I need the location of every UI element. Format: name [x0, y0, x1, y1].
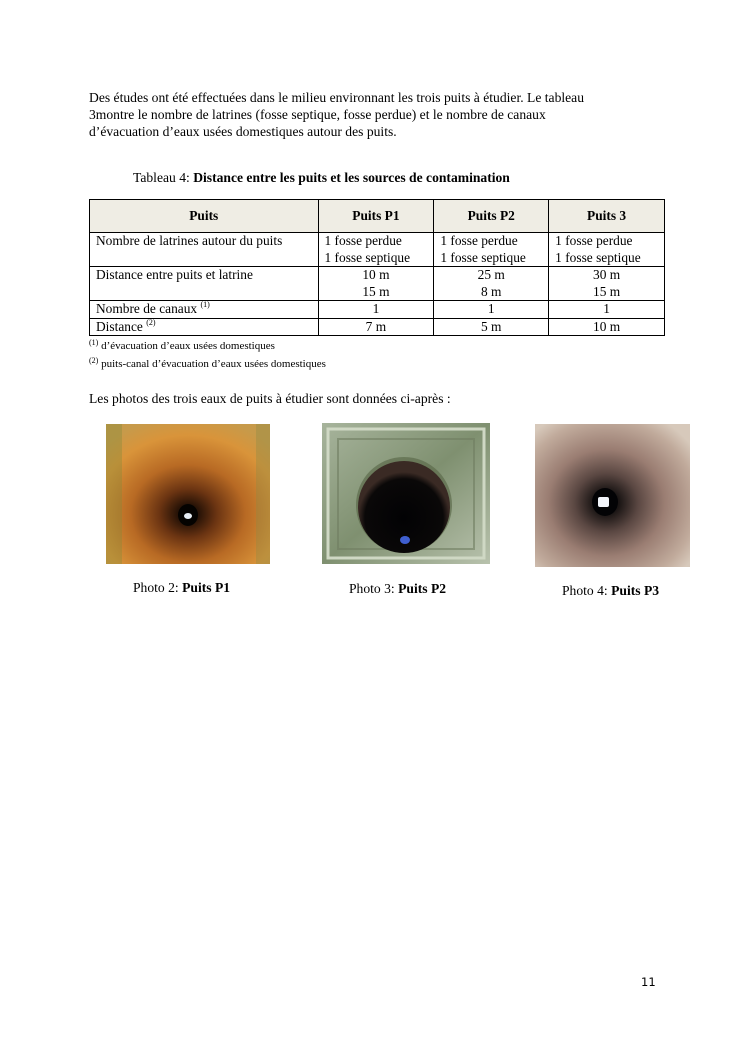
photo-caption-title: Puits P2	[398, 581, 447, 596]
page-number: 11	[641, 975, 656, 989]
footnote-mark: (2)	[89, 356, 99, 365]
photo-caption-title: Puits P3	[611, 583, 660, 598]
cell-line: 1 fosse septique	[324, 249, 411, 265]
footnote-text: puits-canal d’évacuation d’eaux usées domestiques	[98, 358, 326, 370]
table-cell	[318, 267, 434, 301]
photo-caption-prefix: Photo 2:	[133, 580, 183, 595]
column-header: Puits	[90, 200, 319, 233]
table-row	[90, 267, 665, 301]
cell-line: 1 fosse septique	[440, 249, 526, 265]
table-cell: 5 m	[434, 318, 549, 336]
table-row	[90, 233, 665, 267]
photo-caption-p2	[349, 581, 446, 597]
cell-line: 15 m	[593, 283, 621, 299]
footnote-marker: (1)	[200, 300, 210, 309]
table-caption-title: Distance entre les puits et les sources de contamination	[193, 170, 510, 185]
well-p1-image	[106, 424, 270, 564]
table-cell	[434, 267, 549, 301]
table-cell	[318, 233, 434, 267]
cell-line: 1 fosse perdue	[324, 233, 402, 248]
cell-line: 1 fosse perdue	[440, 233, 518, 248]
photo-caption-prefix: Photo 3:	[349, 581, 399, 596]
row-label-text: Nombre de canaux	[96, 301, 198, 316]
table-cell: 1	[549, 301, 665, 319]
photo-caption-p3	[562, 583, 659, 599]
cell-line: 1 fosse perdue	[555, 233, 633, 248]
table-row	[90, 301, 665, 319]
photo-caption-p1	[133, 580, 230, 596]
table-caption	[133, 170, 510, 186]
intro-line: 3montre le nombre de latrines (fosse septique, fosse perdue) et le nombre de canaux	[89, 107, 546, 122]
photo-well-p2	[322, 423, 490, 564]
well-p2-image	[322, 423, 490, 564]
row-label-text: Nombre de latrines autour du puits	[96, 233, 283, 248]
table-cell: 1	[434, 301, 549, 319]
row-label	[90, 233, 319, 267]
photo-well-p1	[106, 424, 270, 564]
footnote-1	[89, 340, 275, 353]
footnote-2	[89, 358, 326, 371]
footnote-mark: (1)	[89, 338, 99, 347]
column-header: Puits P2	[434, 200, 549, 233]
cell-line: 25 m	[477, 267, 505, 282]
contamination-table	[89, 199, 665, 336]
table-cell	[434, 233, 549, 267]
intro-line: d’évacuation d’eaux usées domestiques autour des puits.	[89, 124, 397, 139]
table-row	[90, 318, 665, 336]
intro-paragraph	[89, 89, 659, 140]
cell-line: 1 fosse septique	[555, 249, 641, 265]
footnote-text: d’évacuation d’eaux usées domestiques	[98, 340, 275, 352]
row-label	[90, 301, 319, 319]
row-label-text: Distance entre puits et latrine	[96, 267, 253, 282]
photo-caption-title: Puits P1	[182, 580, 231, 595]
cell-line: 10 m	[362, 267, 390, 282]
column-header: Puits P1	[318, 200, 434, 233]
photo-well-p3	[535, 424, 690, 567]
cell-line: 30 m	[593, 267, 621, 282]
well-p3-image	[535, 424, 690, 567]
row-label	[90, 318, 319, 336]
footnote-marker: (2)	[146, 317, 156, 327]
photo-caption-prefix: Photo 4:	[562, 583, 612, 598]
table-cell	[549, 267, 665, 301]
intro-line: Des études ont été effectuées dans le milieu environnant les trois puits à étudier. Le tableau	[89, 90, 585, 105]
cell-line: 15 m	[362, 283, 390, 299]
table-cell	[549, 233, 665, 267]
table-cell: 1	[318, 301, 434, 319]
table-cell: 10 m	[549, 318, 665, 336]
photos-intro: Les photos des trois eaux de puits à étudier sont données ci-après :	[89, 391, 451, 406]
table-header-row	[90, 200, 665, 233]
row-label-text: Distance	[96, 318, 143, 334]
table-cell: 7 m	[318, 318, 434, 336]
column-header: Puits 3	[549, 200, 665, 233]
cell-line: 8 m	[481, 283, 502, 299]
row-label	[90, 267, 319, 301]
table-caption-prefix: Tableau 4:	[133, 170, 194, 185]
